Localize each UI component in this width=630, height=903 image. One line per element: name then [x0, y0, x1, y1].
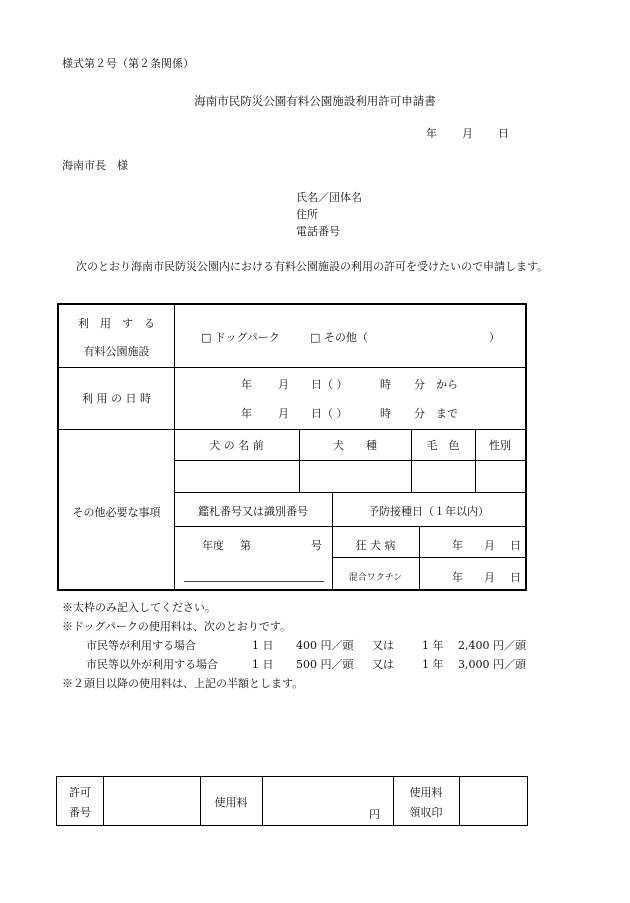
- fee-year: 1 年: [422, 639, 444, 652]
- application-table: [57, 303, 527, 591]
- mixed-month: 月: [484, 571, 495, 584]
- permit-label-line1: 許可: [69, 786, 91, 799]
- until-day: 日（ ）: [311, 407, 348, 420]
- facility-label-line1: 利 用 す る: [78, 317, 155, 330]
- addressee: 海南市長 様: [62, 159, 128, 172]
- fee-who: 市民等以外が利用する場合: [86, 658, 218, 671]
- fee-label: 使用料: [214, 796, 248, 809]
- intro-text: 次のとおり海南市民防災公園内における有料公園施設の利用の許可を受けたいので申請します。: [76, 260, 549, 273]
- dog-name-header: 犬 の 名 前: [209, 439, 264, 452]
- applicant-address-label: 住所: [296, 208, 318, 221]
- mixed-vaccine-label: 混合ワクチン: [348, 573, 403, 583]
- number-suffix: 号: [311, 539, 322, 552]
- date-year-label: 年: [426, 127, 437, 140]
- from-month: 月: [278, 378, 289, 391]
- from-minute: 分: [414, 378, 425, 391]
- rabies-year: 年: [452, 539, 463, 552]
- dog-breed-header: 犬 種: [333, 439, 377, 452]
- until-minute: 分: [414, 407, 425, 420]
- yen-label: 円: [369, 808, 380, 821]
- tag-number-header: 鑑札番号又は識別番号: [198, 505, 308, 518]
- until-hour: 時: [380, 407, 391, 420]
- form-number: 様式第２号（第２条関係）: [62, 57, 194, 70]
- dog-color-header: 毛 色: [426, 439, 460, 452]
- applicant-block: [296, 189, 362, 240]
- fee-who: 市民等が利用する場合: [86, 639, 196, 652]
- rabies-month: 月: [484, 539, 495, 552]
- applicant-name-label: 氏名／団体名: [296, 191, 362, 204]
- fee-row-resident: [62, 636, 526, 655]
- receipt-label-line1: 使用料: [409, 786, 443, 799]
- fiscal-year-label: 年度: [202, 539, 224, 552]
- rabies-label: 狂 犬 病: [355, 539, 396, 552]
- fee-day: 1 日: [252, 639, 274, 652]
- fee-price: 500 円／頭: [296, 658, 354, 671]
- dogpark-checkbox[interactable]: □ ドッグパーク: [201, 331, 280, 344]
- other-facility-close: ）: [489, 331, 500, 344]
- other-facility-checkbox[interactable]: □ その他（: [310, 331, 368, 344]
- datetime-label: 利 用 の 日 時: [82, 392, 151, 405]
- notes-block: [62, 598, 526, 693]
- date-day-label: 日: [498, 127, 509, 140]
- page-title: 海南市民防災公園有料公園施設利用許可申請書: [194, 94, 436, 108]
- from-year: 年: [241, 378, 252, 391]
- from-label: から: [436, 378, 458, 391]
- number-prefix: 第: [240, 539, 251, 552]
- fee-year-price: 3,000 円／頭: [458, 658, 526, 671]
- rabies-day: 日: [510, 539, 521, 552]
- until-label: まで: [436, 407, 458, 420]
- fee-day: 1 日: [252, 658, 274, 671]
- note-half-price: ※２頭目以降の使用料は、上記の半額とします。: [62, 677, 304, 690]
- fee-row-nonresident: [62, 655, 526, 674]
- dog-sex-header: 性別: [489, 439, 511, 452]
- mixed-year: 年: [452, 571, 463, 584]
- other-info-label: その他必要な事項: [72, 506, 161, 519]
- vaccination-date-header: 予防接種日（１年以内）: [368, 505, 489, 518]
- fee-or: 又は: [372, 639, 394, 652]
- from-hour: 時: [380, 378, 391, 391]
- date-month-label: 月: [462, 127, 473, 140]
- fee-or: 又は: [372, 658, 394, 671]
- fee-year: 1 年: [422, 658, 444, 671]
- fee-year-price: 2,400 円／頭: [458, 639, 526, 652]
- fee-price: 400 円／頭: [296, 639, 354, 652]
- until-year: 年: [241, 407, 252, 420]
- facility-label-line2: 有料公園施設: [83, 345, 150, 358]
- note-bold-frame: ※太枠のみ記入してください。: [62, 601, 216, 614]
- applicant-phone-label: 電話番号: [296, 225, 340, 238]
- office-use-table: [56, 776, 528, 826]
- mixed-day: 日: [510, 571, 521, 584]
- from-day: 日（ ）: [311, 378, 348, 391]
- permit-label-line2: 番号: [69, 806, 91, 819]
- receipt-label-line2: 領収印: [409, 806, 443, 819]
- until-month: 月: [278, 407, 289, 420]
- note-dogpark-fee: ※ドッグパークの使用料は、次のとおりです。: [62, 620, 292, 633]
